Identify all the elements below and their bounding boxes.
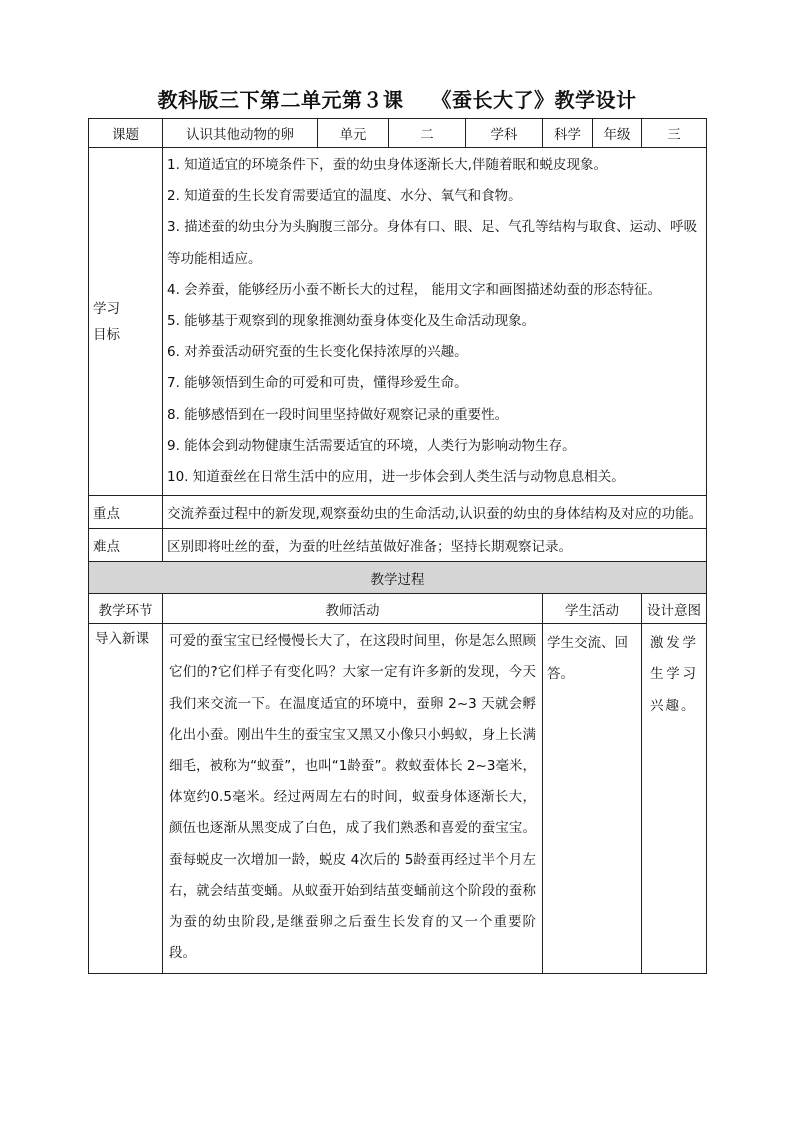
objective-item: 6. 对养蚕活动研究蚕的生长变化保持浓厚的兴趣。	[167, 344, 468, 361]
process-title: 教学过程	[89, 562, 707, 594]
objective-item: 9. 能体会到动物健康生活需要适宜的环境，人类行为影响动物生存。	[167, 437, 576, 454]
objective-item: 4. 会养蚕，能够经历小蚕不断长大的过程， 能用文字和画图描述幼蚕的形态特征。	[167, 281, 661, 298]
grade-value: 三	[642, 119, 707, 148]
student-activity-cell: 学生交流、回答。	[543, 624, 642, 974]
col-teacher-header: 教师活动	[163, 594, 543, 624]
teacher-activity-cell: 可爱的蚕宝宝已经慢慢长大了，在这段时间里，你是怎么照顾它们的?它们样子有变化吗？大家一定有许多新的发现，今天我们来交流一下。在温度适宜的环境中，蚕卵 2~3 天就会孵化出小蚕。刚出牛生的蚕宝宝又黑又小像只小蚂蚁，身上长满细毛，被称为“蚁蚕”，也叫“1龄蚕”。救蚁蚕体长 2~3毫米，体宽约0.5毫米。经过两周左右的时间，蚁蚕身体逐渐长大，颜伍也逐渐从黑变成了白色，成了我们熟悉和喜爱的蚕宝宝。蚕每蜕皮一次增加一龄，蜕皮 4次后的 5龄蚕再经过半个月左右，就会结茧变蛹。从蚁蚕开始到结茧变蛹前这个阶段的蚕称为蚕的幼虫阶段,是继蚕卵之后蚕生长发育的又一个重要阶段。	[163, 624, 543, 974]
lesson-plan-table	[88, 118, 707, 974]
topic-value: 认识其他动物的卵	[163, 119, 318, 148]
objectives-label-line1: 学习	[93, 300, 120, 317]
objectives-row	[89, 148, 707, 496]
key-point-row	[89, 496, 707, 529]
header-row	[89, 119, 707, 148]
objectives-list	[163, 148, 707, 496]
col-stage-header: 教学环节	[89, 594, 163, 624]
process-row	[89, 624, 707, 974]
subject-value: 科学	[543, 119, 593, 148]
objectives-label	[89, 148, 163, 496]
process-header-row	[89, 594, 707, 624]
subject-label: 学科	[466, 119, 543, 148]
objective-item: 7. 能够领悟到生命的可爱和可贵，懂得珍爱生命。	[167, 375, 468, 392]
objectives-label-line2: 目标	[93, 326, 120, 343]
unit-value: 二	[389, 119, 466, 148]
objective-item: 2. 知道蚕的生长发育需要适宜的温度、水分、氧气和食物。	[167, 188, 522, 205]
key-point-text: 交流养蚕过程中的新发现,观察蚕幼虫的生命活动,认识蚕的幼虫的身体结构及对应的功能。	[163, 496, 707, 529]
unit-label: 单元	[318, 119, 389, 148]
grade-label: 年级	[593, 119, 642, 148]
process-title-row	[89, 562, 707, 594]
objective-item: 8. 能够感悟到在一段时间里坚持做好观察记录的重要性。	[167, 406, 509, 423]
difficulty-label: 难点	[89, 529, 163, 562]
objective-item: 3. 描述蚕的幼虫分为头胸腹三部分。身体有口、眼、足、气孔等结构与取食、运动、呼吸等功能相适应。	[167, 219, 698, 267]
topic-label: 课题	[89, 119, 163, 148]
objective-item: 5. 能够基于观察到的现象推测幼蚕身体变化及生命活动现象。	[167, 313, 536, 330]
document-title: 教科版三下第二单元第３课 《蚕长大了》教学设计	[157, 88, 637, 112]
difficulty-text: 区别即将吐丝的蚕，为蚕的吐丝结茧做好准备；坚持长期观察记录。	[163, 529, 707, 562]
difficulty-row	[89, 529, 707, 562]
key-point-label: 重点	[89, 496, 163, 529]
col-intent-header: 设计意图	[642, 594, 707, 624]
col-student-header: 学生活动	[543, 594, 642, 624]
objective-item: 1. 知道适宜的环境条件下，蚕的幼虫身体逐渐长大,伴随着眠和蜕皮现象。	[167, 157, 607, 173]
stage-cell: 导入新课	[89, 624, 163, 974]
design-intent-cell: 激发学生学习兴趣。	[642, 624, 707, 974]
objective-item: 10. 知道蚕丝在日常生活中的应用，进一步体会到人类生活与动物息息相关。	[167, 469, 625, 486]
